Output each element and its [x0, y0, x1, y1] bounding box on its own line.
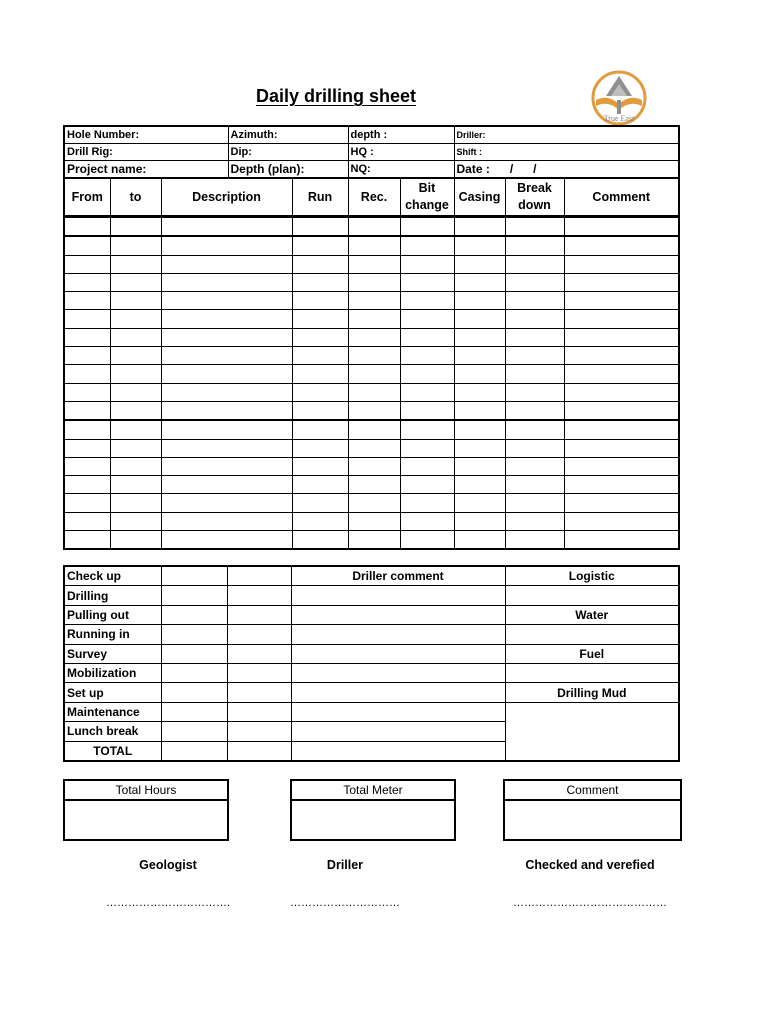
- log-cell[interactable]: [161, 328, 292, 346]
- col-casing: Casing: [454, 178, 505, 217]
- col-break-down: Break down: [505, 178, 564, 217]
- activity-label: Drilling: [64, 586, 161, 605]
- log-cell[interactable]: [110, 512, 161, 530]
- depth-plan-field[interactable]: Depth (plan):: [228, 161, 348, 179]
- log-cell[interactable]: [505, 512, 564, 530]
- log-cell[interactable]: [454, 217, 505, 237]
- nq-field[interactable]: NQ:: [348, 161, 454, 179]
- log-cell[interactable]: [161, 310, 292, 328]
- log-cell[interactable]: [110, 531, 161, 550]
- log-cell[interactable]: [400, 439, 454, 457]
- page-title: Daily drilling sheet: [255, 86, 417, 106]
- col-rec: Rec.: [348, 178, 400, 217]
- log-cell[interactable]: [505, 531, 564, 550]
- activity-label: Lunch break: [64, 722, 161, 741]
- activity-label: Check up: [64, 566, 161, 586]
- log-cell[interactable]: [64, 347, 110, 365]
- log-cell[interactable]: [161, 365, 292, 383]
- comment-label: Comment: [505, 781, 680, 801]
- log-cell[interactable]: [292, 365, 348, 383]
- log-cell[interactable]: [292, 457, 348, 475]
- activity-cell[interactable]: [161, 702, 227, 721]
- log-cell[interactable]: [400, 292, 454, 310]
- log-cell[interactable]: [161, 292, 292, 310]
- log-cell[interactable]: [454, 236, 505, 255]
- log-cell[interactable]: [110, 420, 161, 439]
- log-cell[interactable]: [161, 457, 292, 475]
- logistic-header: Logistic: [505, 566, 679, 586]
- hole-number-field[interactable]: Hole Number:: [64, 126, 228, 144]
- hole-info-table: [63, 125, 680, 179]
- log-cell[interactable]: [400, 401, 454, 420]
- log-cell[interactable]: [64, 383, 110, 401]
- log-cell[interactable]: [505, 217, 564, 237]
- log-cell[interactable]: [400, 255, 454, 273]
- log-cell[interactable]: [400, 217, 454, 237]
- log-cell[interactable]: [505, 255, 564, 273]
- log-cell[interactable]: [400, 310, 454, 328]
- driller-comment-cell[interactable]: [291, 605, 505, 624]
- log-cell[interactable]: [505, 347, 564, 365]
- total-label: TOTAL: [64, 741, 161, 761]
- log-cell[interactable]: [292, 383, 348, 401]
- activity-cell[interactable]: [161, 722, 227, 741]
- log-cell[interactable]: [564, 310, 679, 328]
- log-cell[interactable]: [348, 347, 400, 365]
- geologist-signature-line[interactable]: …………………………….: [105, 897, 231, 909]
- log-cell[interactable]: [110, 383, 161, 401]
- total-meter-label: Total Meter: [292, 781, 454, 801]
- log-row: [64, 255, 679, 273]
- log-cell[interactable]: [64, 420, 110, 439]
- log-cell[interactable]: [292, 401, 348, 420]
- activity-cell[interactable]: [227, 644, 291, 663]
- col-from: From: [64, 178, 110, 217]
- log-cell[interactable]: [292, 292, 348, 310]
- log-cell[interactable]: [110, 476, 161, 494]
- log-cell[interactable]: [348, 328, 400, 346]
- log-cell[interactable]: [161, 273, 292, 291]
- log-cell[interactable]: [454, 476, 505, 494]
- log-cell[interactable]: [400, 531, 454, 550]
- log-cell[interactable]: [161, 439, 292, 457]
- log-row: [64, 476, 679, 494]
- log-row: [64, 383, 679, 401]
- log-cell[interactable]: [348, 217, 400, 237]
- comment-box[interactable]: [503, 779, 682, 841]
- log-cell[interactable]: [505, 439, 564, 457]
- log-cell[interactable]: [161, 383, 292, 401]
- log-cell[interactable]: [454, 292, 505, 310]
- activity-table: [63, 565, 680, 762]
- activity-cell[interactable]: [161, 586, 227, 605]
- log-cell[interactable]: [348, 494, 400, 512]
- activity-label: Pulling out: [64, 605, 161, 624]
- log-cell[interactable]: [292, 347, 348, 365]
- log-cell[interactable]: [505, 236, 564, 255]
- log-cell[interactable]: [505, 401, 564, 420]
- col-comment: Comment: [564, 178, 679, 217]
- fuel-header: Fuel: [505, 644, 679, 663]
- log-cell[interactable]: [64, 236, 110, 255]
- log-row: [64, 420, 679, 439]
- log-cell[interactable]: [64, 310, 110, 328]
- log-cell[interactable]: [454, 255, 505, 273]
- log-cell[interactable]: [110, 273, 161, 291]
- col-to: to: [110, 178, 161, 217]
- log-cell[interactable]: [64, 273, 110, 291]
- log-cell[interactable]: [161, 494, 292, 512]
- log-cell[interactable]: [348, 236, 400, 255]
- log-cell[interactable]: [292, 236, 348, 255]
- log-cell[interactable]: [64, 401, 110, 420]
- activity-cell[interactable]: [227, 722, 291, 741]
- activity-cell[interactable]: [161, 625, 227, 644]
- log-cell[interactable]: [64, 457, 110, 475]
- activity-cell[interactable]: [227, 566, 291, 586]
- log-cell[interactable]: [400, 236, 454, 255]
- activity-row: [64, 644, 679, 663]
- driller-comment-cell[interactable]: [291, 663, 505, 682]
- log-cell[interactable]: [400, 347, 454, 365]
- log-cell[interactable]: [505, 383, 564, 401]
- driller-comment-cell[interactable]: [291, 741, 505, 761]
- log-cell[interactable]: [348, 401, 400, 420]
- log-cell[interactable]: [348, 439, 400, 457]
- log-cell[interactable]: [505, 328, 564, 346]
- log-cell[interactable]: [454, 439, 505, 457]
- log-cell[interactable]: [292, 310, 348, 328]
- log-cell[interactable]: [110, 439, 161, 457]
- log-cell[interactable]: [400, 494, 454, 512]
- log-cell[interactable]: [161, 420, 292, 439]
- col-description: Description: [161, 178, 292, 217]
- activity-row: [64, 566, 679, 586]
- log-cell[interactable]: [64, 328, 110, 346]
- driller-comment-cell[interactable]: [291, 722, 505, 741]
- log-cell[interactable]: [454, 420, 505, 439]
- log-cell[interactable]: [348, 292, 400, 310]
- log-cell[interactable]: [564, 401, 679, 420]
- log-header-row: [64, 178, 679, 217]
- log-cell[interactable]: [292, 273, 348, 291]
- log-cell[interactable]: [564, 236, 679, 255]
- log-cell[interactable]: [564, 476, 679, 494]
- log-cell[interactable]: [400, 273, 454, 291]
- log-cell[interactable]: [400, 383, 454, 401]
- log-cell[interactable]: [161, 255, 292, 273]
- water-header: Water: [505, 605, 679, 624]
- driller-comment-cell[interactable]: [291, 586, 505, 605]
- activity-cell[interactable]: [227, 586, 291, 605]
- log-cell[interactable]: [564, 255, 679, 273]
- log-cell[interactable]: [292, 420, 348, 439]
- logistic-cell[interactable]: [505, 586, 679, 605]
- log-row: [64, 401, 679, 420]
- log-row: [64, 439, 679, 457]
- log-cell[interactable]: [564, 347, 679, 365]
- activity-cell[interactable]: [227, 625, 291, 644]
- geologist-label: Geologist: [139, 858, 197, 872]
- driller-signature-line[interactable]: …………………………: [290, 897, 400, 909]
- activity-row: [64, 702, 679, 721]
- shift-field[interactable]: Shift :: [454, 144, 679, 161]
- activity-label: Mobilization: [64, 663, 161, 682]
- log-cell[interactable]: [564, 292, 679, 310]
- log-cell[interactable]: [505, 292, 564, 310]
- log-row: [64, 328, 679, 346]
- log-cell[interactable]: [64, 494, 110, 512]
- activity-cell[interactable]: [227, 741, 291, 761]
- drill-rig-field[interactable]: Drill Rig:: [64, 144, 228, 161]
- log-cell[interactable]: [400, 365, 454, 383]
- activity-cell[interactable]: [227, 702, 291, 721]
- info-row: [64, 161, 679, 179]
- log-cell[interactable]: [348, 310, 400, 328]
- log-cell[interactable]: [110, 347, 161, 365]
- date-field[interactable]: Date : / /: [454, 161, 679, 179]
- log-body: [64, 217, 679, 550]
- log-cell[interactable]: [454, 273, 505, 291]
- activity-row: [64, 625, 679, 644]
- depth-field[interactable]: depth :: [348, 126, 454, 144]
- driller-field[interactable]: Driller:: [454, 126, 679, 144]
- log-cell[interactable]: [348, 255, 400, 273]
- log-cell[interactable]: [454, 512, 505, 530]
- log-cell[interactable]: [348, 531, 400, 550]
- log-cell[interactable]: [64, 531, 110, 550]
- log-cell[interactable]: [348, 512, 400, 530]
- log-cell[interactable]: [564, 512, 679, 530]
- log-cell[interactable]: [505, 494, 564, 512]
- info-row: [64, 144, 679, 161]
- log-cell[interactable]: [564, 273, 679, 291]
- log-row: [64, 347, 679, 365]
- logo-text: True East: [603, 114, 635, 123]
- activity-cell[interactable]: [161, 605, 227, 624]
- log-cell[interactable]: [64, 365, 110, 383]
- log-cell[interactable]: [564, 365, 679, 383]
- log-cell[interactable]: [564, 217, 679, 237]
- log-cell[interactable]: [64, 512, 110, 530]
- activity-cell[interactable]: [227, 605, 291, 624]
- drilling-mud-cell[interactable]: [505, 702, 679, 761]
- log-cell[interactable]: [348, 476, 400, 494]
- log-cell[interactable]: [110, 401, 161, 420]
- drilling-log-table: [63, 177, 680, 550]
- log-cell[interactable]: [400, 420, 454, 439]
- log-cell[interactable]: [64, 217, 110, 237]
- log-cell[interactable]: [292, 531, 348, 550]
- log-cell[interactable]: [454, 383, 505, 401]
- log-cell[interactable]: [505, 273, 564, 291]
- checked-verified-label: Checked and verefied: [525, 858, 655, 872]
- log-cell[interactable]: [454, 347, 505, 365]
- activity-cell[interactable]: [161, 663, 227, 682]
- activity-row: [64, 605, 679, 624]
- log-cell[interactable]: [505, 476, 564, 494]
- log-cell[interactable]: [348, 457, 400, 475]
- log-cell[interactable]: [161, 217, 292, 237]
- log-cell[interactable]: [505, 365, 564, 383]
- activity-cell[interactable]: [227, 663, 291, 682]
- log-cell[interactable]: [161, 476, 292, 494]
- log-cell[interactable]: [110, 310, 161, 328]
- log-cell[interactable]: [348, 383, 400, 401]
- activity-label: Set up: [64, 683, 161, 702]
- log-cell[interactable]: [110, 292, 161, 310]
- log-cell[interactable]: [110, 365, 161, 383]
- project-name-field[interactable]: Project name:: [64, 161, 228, 179]
- driller-comment-cell[interactable]: [291, 644, 505, 663]
- activity-row: [64, 663, 679, 682]
- log-row: [64, 217, 679, 237]
- driller-comment-cell[interactable]: [291, 702, 505, 721]
- activity-cell[interactable]: [161, 566, 227, 586]
- log-cell[interactable]: [110, 236, 161, 255]
- log-cell[interactable]: [161, 512, 292, 530]
- driller-label: Driller: [326, 858, 364, 872]
- log-cell[interactable]: [454, 328, 505, 346]
- log-cell[interactable]: [400, 328, 454, 346]
- water-cell[interactable]: [505, 625, 679, 644]
- log-cell[interactable]: [64, 439, 110, 457]
- log-cell[interactable]: [161, 236, 292, 255]
- activity-label: Maintenance: [64, 702, 161, 721]
- log-cell[interactable]: [292, 328, 348, 346]
- drilling-mud-header: Drilling Mud: [505, 683, 679, 702]
- log-cell[interactable]: [292, 512, 348, 530]
- log-cell[interactable]: [564, 531, 679, 550]
- driller-comment-cell[interactable]: [291, 683, 505, 702]
- log-row: [64, 292, 679, 310]
- log-cell[interactable]: [505, 420, 564, 439]
- total-hours-label: Total Hours: [65, 781, 227, 801]
- activity-cell[interactable]: [161, 741, 227, 761]
- log-cell[interactable]: [110, 255, 161, 273]
- log-cell[interactable]: [110, 494, 161, 512]
- log-cell[interactable]: [564, 494, 679, 512]
- activity-cell[interactable]: [161, 644, 227, 663]
- log-cell[interactable]: [348, 420, 400, 439]
- driller-comment-header: Driller comment: [291, 566, 505, 586]
- activity-label: Running in: [64, 625, 161, 644]
- driller-comment-cell[interactable]: [291, 625, 505, 644]
- company-logo: [578, 70, 660, 128]
- azimuth-field[interactable]: Azimuth:: [228, 126, 348, 144]
- log-row: [64, 273, 679, 291]
- log-cell[interactable]: [454, 365, 505, 383]
- activity-cell[interactable]: [161, 683, 227, 702]
- activity-row: [64, 683, 679, 702]
- log-row: [64, 310, 679, 328]
- log-cell[interactable]: [400, 457, 454, 475]
- activity-label: Survey: [64, 644, 161, 663]
- total-hours-box[interactable]: [63, 779, 229, 841]
- log-row: [64, 531, 679, 550]
- log-cell[interactable]: [454, 310, 505, 328]
- log-cell[interactable]: [64, 476, 110, 494]
- log-cell[interactable]: [454, 531, 505, 550]
- dip-field[interactable]: Dip:: [228, 144, 348, 161]
- log-cell[interactable]: [292, 217, 348, 237]
- log-row: [64, 457, 679, 475]
- log-cell[interactable]: [110, 457, 161, 475]
- log-cell[interactable]: [564, 420, 679, 439]
- log-cell[interactable]: [110, 328, 161, 346]
- log-cell[interactable]: [292, 494, 348, 512]
- log-cell[interactable]: [505, 310, 564, 328]
- log-row: [64, 494, 679, 512]
- log-cell[interactable]: [564, 439, 679, 457]
- checked-signature-line[interactable]: ……………………………………: [513, 897, 667, 909]
- hq-field[interactable]: HQ :: [348, 144, 454, 161]
- total-meter-box[interactable]: [290, 779, 456, 841]
- log-cell[interactable]: [292, 255, 348, 273]
- log-cell[interactable]: [348, 365, 400, 383]
- log-cell[interactable]: [64, 292, 110, 310]
- log-cell[interactable]: [454, 494, 505, 512]
- log-cell[interactable]: [161, 347, 292, 365]
- col-bit-change: Bit change: [400, 178, 454, 217]
- log-cell[interactable]: [400, 476, 454, 494]
- log-cell[interactable]: [400, 512, 454, 530]
- log-cell[interactable]: [454, 457, 505, 475]
- log-cell[interactable]: [454, 401, 505, 420]
- log-cell[interactable]: [292, 439, 348, 457]
- log-cell[interactable]: [564, 328, 679, 346]
- log-cell[interactable]: [161, 401, 292, 420]
- log-row: [64, 365, 679, 383]
- activity-cell[interactable]: [227, 683, 291, 702]
- activity-row: [64, 586, 679, 605]
- log-cell[interactable]: [161, 531, 292, 550]
- log-cell[interactable]: [505, 457, 564, 475]
- log-cell[interactable]: [564, 457, 679, 475]
- log-cell[interactable]: [64, 255, 110, 273]
- log-cell[interactable]: [564, 383, 679, 401]
- log-row: [64, 236, 679, 255]
- log-cell[interactable]: [348, 273, 400, 291]
- log-cell[interactable]: [292, 476, 348, 494]
- log-row: [64, 512, 679, 530]
- col-run: Run: [292, 178, 348, 217]
- info-row: [64, 126, 679, 144]
- log-cell[interactable]: [110, 217, 161, 237]
- fuel-cell[interactable]: [505, 663, 679, 682]
